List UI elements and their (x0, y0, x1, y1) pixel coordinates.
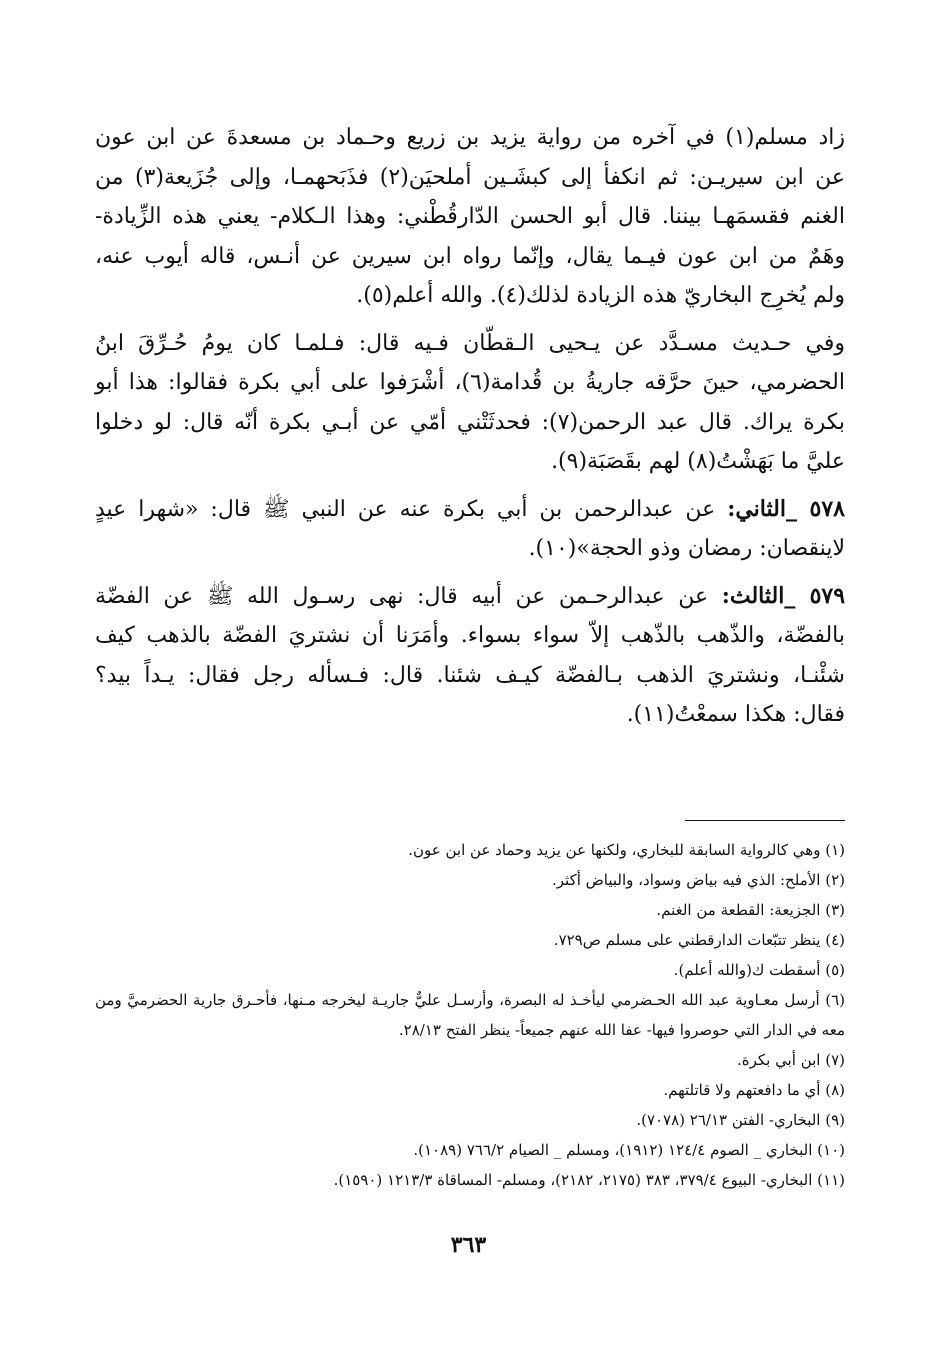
footnote: (٥) أسقطت ك(والله أعلم). (673, 961, 845, 979)
footnotes (95, 835, 845, 1195)
paragraph-2 (95, 324, 845, 482)
text-line: زاد مسلم(١) في آخره من رواية يزيد بن زريع وحـماد بن مسعدةَ عن ابن عون (95, 125, 845, 150)
hadith-label: الثاني: (727, 495, 786, 522)
footnote: (٨) أي ما دافعتهم ولا قاتلتهم. (663, 1081, 845, 1099)
text-line (95, 577, 845, 617)
footnote: (١) وهي كالرواية السابقة للبخاري، ولكنها عن يزيد وحماد عن ابن عون. (408, 841, 845, 859)
footnote: (١٠) البخاري _ الصوم ١٢٤/٤ (١٩١٢)، ومسلم _ الصيام ٧٦٦/٢ (١٠٨٩). (413, 1141, 845, 1159)
text-line: لاينقصان: رمضان وذو الحجة»(١٠). (528, 536, 845, 561)
hadith-label: الثالث: (721, 582, 785, 609)
hadith-number: ٥٧٨ _ (785, 495, 845, 522)
text-line: وهَمٌ من ابن عون فيـما يقال، وإنّما رواه ابن سيرين عن أنـس، قاله أيوب عنه، (95, 243, 845, 269)
text-line: عن ابن سيريـن: ثم انكفأ إلى كبشَـين أملحيَن(٢) فذَبَحهمـا، وإلى جُزَيعة(٣) من (95, 164, 845, 190)
footnote: (١١) البخاري- البيوع ٣٧٩/٤، ٣٨٣ (٢١٧٥، ٢١٨٢)، ومسلم- المساقاة ١٢١٣/٣ (١٥٩٠). (333, 1171, 845, 1189)
hadith-text: عن عبدالرحمن بن أبي بكرة عنه عن النبي ﷺ قال: «شهرا عيدٍ (95, 496, 716, 522)
hadith-number: ٥٧٩ _ (784, 582, 846, 609)
text-line: الحضرمي، حينَ حرَّقه جاريةُ بن قُدامة(٦)، أشْرَفوا على أبي بكرة فقالوا: هذا أبو (95, 370, 845, 395)
hadith-text: عن عبدالرحـمن عن أبيه قال: نهى رسـول الله ﷺ عن الفضّة (95, 583, 709, 609)
footnote: (٦) أرسل معـاوية عبد الله الحـضرمي ليأخـذ له البصرة، وأرسـل عليٌّ جاريـة ليخرجه مـنها، فأحـرق جارية الحضرميَّ ومن معه في الدار التي حوصروا فيها- عفا الله عنهم جميعاً- ينظر الفتح ٢٨/١٣. (95, 991, 845, 1039)
page-number: ٣٦٣ (450, 1232, 487, 1258)
footnote: (٢) الأملح: الذي فيه بياض وسواد، والبياض أكثر. (552, 871, 845, 889)
footnote: (٧) ابن أبي بكرة. (736, 1051, 845, 1069)
hadith-578 (95, 490, 845, 569)
text-line: الغنم فقسمَهـا بيننا. قال أبو الحسن الدّارقُطْني: وهذا الـكلام- يعني هذه الزِّيادة- (95, 204, 845, 229)
footnote: (٤) ينظر تتبّعات الدارقطني على مسلم ص٧٢٩. (553, 931, 845, 949)
footnote: (٣) الجزيعة: القطعة من الغنم. (656, 901, 845, 919)
text-line: عليَّ ما بَهَشْتُ(٨) لهم بقَصَبَة(٩). (551, 449, 845, 474)
text-line: فقال: هكذا سمعْتُ(١١). (626, 702, 845, 727)
hadith-579 (95, 577, 845, 735)
text-line: ولم يُخرِج البخاريّ هذه الزيادة لذلك(٤). والله أعلم(٥). (356, 283, 845, 308)
paragraph-1 (95, 118, 845, 316)
text-line (95, 490, 845, 530)
footnote: (٩) البخاري- الفتن ٢٦/١٣ (٧٠٧٨). (636, 1111, 845, 1129)
text-line: بكرة يراك. قال عبد الرحمن(٧): فحدثَتْني أمّي عن أبـي بكرة أنّه قال: لو دخلوا (95, 409, 846, 435)
main-text (95, 118, 845, 743)
text-line: شئْنـا، ونشتريَ الذهب بـالفضّة كيـف شئنا. قال: فـسأله رجل فقال: يـداً بيد؟ (95, 662, 845, 688)
footnote-separator (685, 820, 845, 821)
text-line: وفي حـديث مسـدَّد عن يـحيى الـقطّان فـيه قال: فـلمـا كان يومُ حُـرِّقَ ابنُ (95, 330, 845, 356)
text-line: بالفضّة، والذّهب بالذّهب إلاّ سواء بسواء. وأمَرَنا أن نشتريَ الفضّة بالذهب كيف (95, 623, 845, 648)
